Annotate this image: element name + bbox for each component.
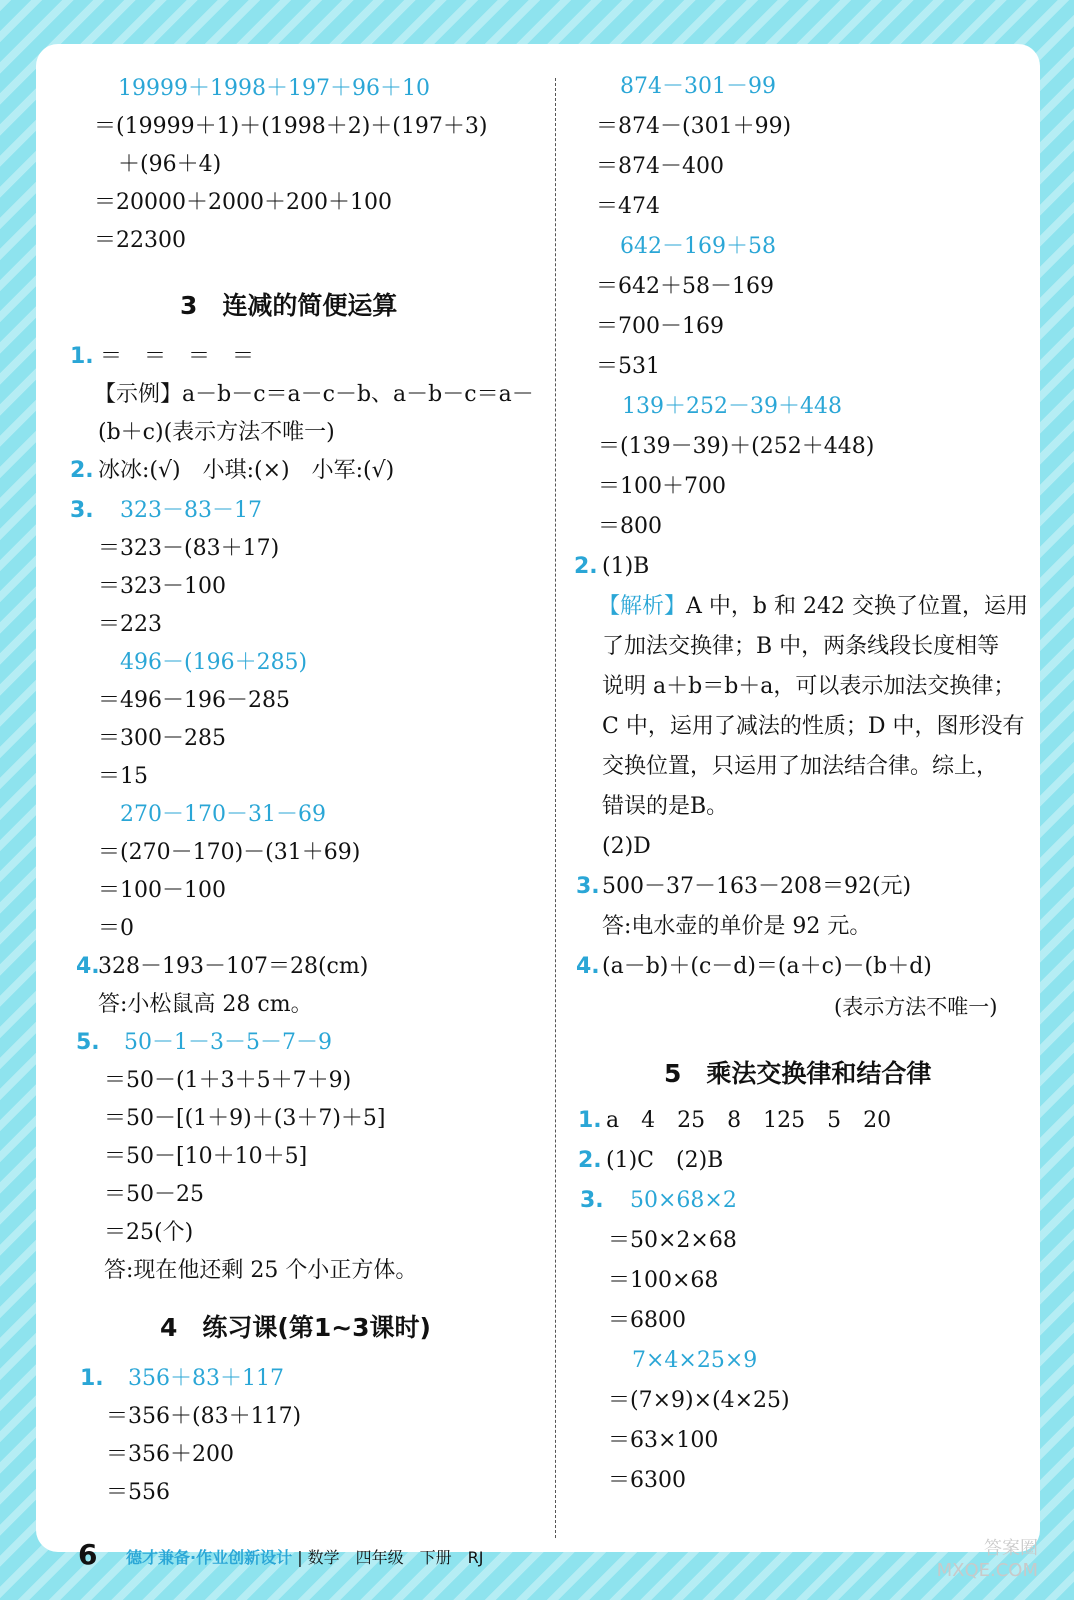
answer-text: (1)C (2)B	[606, 1148, 724, 1173]
expression-line: ＝300－285	[98, 726, 226, 751]
expression-line: 500－37－163－208＝92(元)	[602, 874, 912, 899]
answer-text: (2)D	[602, 834, 651, 859]
analysis-line: C 中，运用了减法的性质；D 中，图形没有	[602, 714, 1025, 739]
expression-line: ＝20000＋2000＋200＋100	[94, 190, 392, 215]
expression-line: ＝(139－39)＋(252＋448)	[598, 434, 875, 459]
answer-text: 答:小松鼠高 28 cm。	[98, 992, 313, 1017]
question-number: 3.	[580, 1188, 604, 1213]
note-text: (表示方法不唯一)	[834, 995, 998, 1019]
question-number: 1.	[80, 1366, 104, 1391]
answer-text: ＝ ＝ ＝ ＝	[100, 344, 255, 369]
expression-line: ＝642＋58－169	[596, 274, 774, 299]
expression-line: 323－83－17	[120, 498, 262, 523]
footer-brand: 德才兼备·作业创新设计	[126, 1548, 293, 1567]
answer-text: 答:现在他还剩 25 个小正方体。	[104, 1258, 418, 1283]
expression-line: ＝(7×9)×(4×25)	[608, 1388, 790, 1413]
analysis-tag: 【解析】	[598, 594, 687, 619]
expression-line: ＝0	[98, 916, 134, 941]
expression-line: ＝800	[598, 514, 662, 539]
question-number: 1.	[578, 1108, 602, 1133]
expression-line: ＝22300	[94, 228, 186, 253]
expression-line: ＝356＋200	[106, 1442, 234, 1467]
question-number: 1.	[70, 344, 94, 369]
expression-line: ＝323－100	[98, 574, 226, 599]
example-line	[94, 380, 534, 410]
expression-line: ＝100－100	[98, 878, 226, 903]
footer-info: | 数学 四年级 下册 RJ	[297, 1548, 484, 1567]
watermark	[937, 1538, 1038, 1582]
expression-line: ＝323－(83＋17)	[98, 536, 280, 561]
expression-line: ＝496－196－285	[98, 688, 290, 713]
answer-text: (1)B	[602, 554, 650, 579]
expression-line: ＋(96＋4)	[118, 152, 222, 177]
footer-text	[126, 1547, 484, 1569]
expression-line: 642－169＋58	[620, 234, 776, 259]
expression-line: ＝356＋(83＋117)	[106, 1404, 302, 1429]
watermark-logo: 答案圈	[984, 1538, 1038, 1559]
expression-line: 328－193－107＝28(cm)	[98, 954, 369, 979]
expression-line: ＝474	[596, 194, 660, 219]
expression-line: ＝50－25	[104, 1182, 204, 1207]
analysis-text: A 中，b 和 242 交换了位置，运用	[686, 594, 1028, 619]
expression-line: ＝(19999＋1)＋(1998＋2)＋(197＋3)	[94, 114, 488, 139]
column-divider	[555, 78, 556, 1538]
example-line: (b＋c)(表示方法不唯一)	[98, 420, 335, 445]
page-number: 6	[78, 1538, 98, 1571]
analysis-line: 交换位置，只运用了加法结合律。综上，	[602, 754, 999, 779]
expression-line: 50－1－3－5－7－9	[124, 1030, 332, 1055]
expression-line: ＝15	[98, 764, 148, 789]
expression-line: ＝531	[596, 354, 660, 379]
expression-line: ＝25(个)	[104, 1220, 194, 1245]
expression-line: ＝(270－170)－(31＋69)	[98, 840, 361, 865]
expression-line: ＝700－169	[596, 314, 724, 339]
analysis-line: 错误的是B。	[602, 794, 729, 819]
answer-text: a 4 25 8 125 5 20	[606, 1108, 892, 1133]
example-tag: 【示例】	[94, 382, 183, 407]
expression-line: 7×4×25×9	[632, 1348, 758, 1373]
expression-line: ＝223	[98, 612, 162, 637]
section-title: 4 练习课(第1~3课时)	[160, 1313, 431, 1342]
expression-line: 356＋83＋117	[128, 1366, 284, 1391]
expression-line: ＝50－[(1＋9)＋(3＋7)＋5]	[104, 1106, 386, 1131]
expression-line: ＝50×2×68	[608, 1228, 737, 1253]
question-number: 4.	[576, 954, 600, 979]
expression-line: 50×68×2	[630, 1188, 737, 1213]
example-text: a－b－c＝a－c－b、a－b－c＝a－	[182, 382, 534, 407]
analysis-line	[598, 592, 1028, 622]
expression-line: ＝874－(301＋99)	[596, 114, 792, 139]
expression-line: ＝63×100	[608, 1428, 719, 1453]
analysis-line: 说明 a＋b＝b＋a，可以表示加法交换律；	[602, 674, 1016, 699]
section-title: 5 乘法交换律和结合律	[664, 1059, 932, 1088]
expression-line: 19999＋1998＋197＋96＋10	[118, 76, 430, 101]
answer-text: 答:电水壶的单价是 92 元。	[602, 914, 872, 939]
expression-line: ＝100＋700	[598, 474, 726, 499]
expression-line: 874－301－99	[620, 74, 776, 99]
watermark-url: MXQE.COM	[936, 1560, 1038, 1581]
expression-line: ＝6300	[608, 1468, 686, 1493]
expression-line: ＝874－400	[596, 154, 724, 179]
expression-line: ＝50－[10＋10＋5]	[104, 1144, 308, 1169]
expression-line: 270－170－31－69	[120, 802, 326, 827]
question-number: 3.	[576, 874, 600, 899]
expression-line: (a－b)＋(c－d)＝(a＋c)－(b＋d)	[602, 954, 932, 979]
expression-line: ＝100×68	[608, 1268, 719, 1293]
expression-line: 496－(196＋285)	[120, 650, 308, 675]
expression-line: ＝6800	[608, 1308, 686, 1333]
answer-text: 冰冰:(√) 小琪:(×) 小军:(√)	[98, 458, 395, 483]
question-number: 2.	[578, 1148, 602, 1173]
question-number: 5.	[76, 1030, 100, 1055]
expression-line: 139＋252－39＋448	[622, 394, 842, 419]
section-title: 3 连减的简便运算	[180, 291, 398, 320]
question-number: 2.	[70, 458, 94, 483]
expression-line: ＝50－(1＋3＋5＋7＋9)	[104, 1068, 352, 1093]
question-number: 2.	[574, 554, 598, 579]
expression-line: ＝556	[106, 1480, 170, 1505]
question-number: 3.	[70, 498, 94, 523]
question-number: 4.	[76, 954, 100, 979]
analysis-line: 了加法交换律；B 中，两条线段长度相等	[602, 634, 1000, 659]
